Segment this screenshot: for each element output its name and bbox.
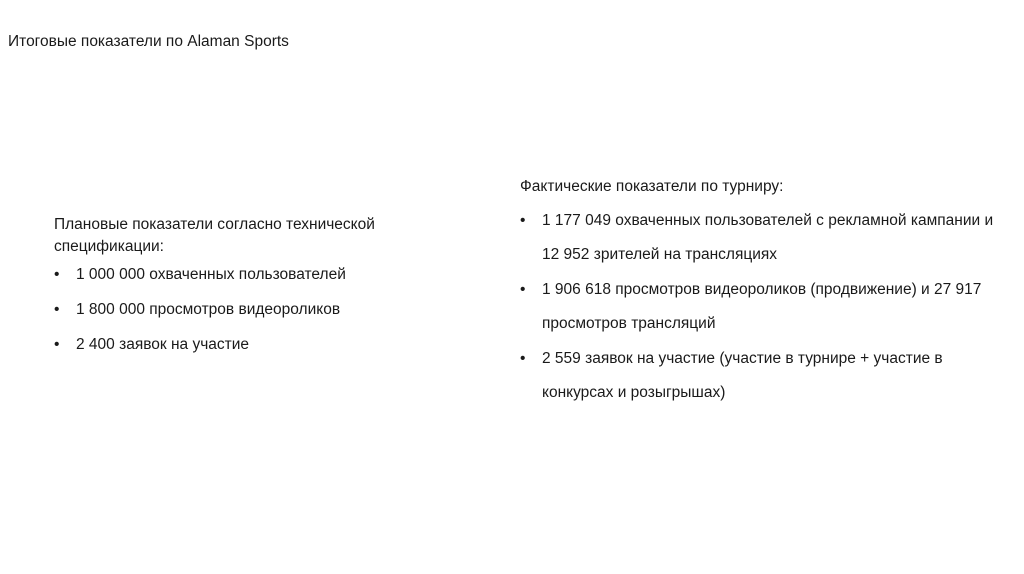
list-item-text: 1 800 000 просмотров видеороликов [76,301,341,318]
bullet-icon: • [520,281,526,298]
bullet-icon: • [520,212,526,229]
actual-list [520,204,1000,410]
planned-list [54,264,474,356]
list-item-text: 2 559 заявок на участие (участие в турнире + участие в конкурсах и розыгрышах) [542,350,943,401]
bullet-icon: • [520,350,526,367]
actual-heading: Фактические показатели по турниру: [520,178,784,195]
list-item-text: 2 400 заявок на участие [76,336,250,353]
list-item [54,334,474,356]
list-item [520,342,1000,410]
list-item-text: 1 000 000 охваченных пользователей [76,266,346,283]
planned-heading: Плановые показатели согласно технической спецификации: [54,216,375,255]
list-item [520,204,1000,272]
bullet-icon: • [54,301,60,318]
actual-section [520,176,1000,411]
list-item-text: 1 906 618 просмотров видеороликов (продвижение) и 27 917 просмотров трансляций [542,281,982,332]
list-item [54,299,474,321]
bullet-icon: • [54,336,60,353]
list-item [520,273,1000,341]
list-item [54,264,474,286]
planned-section [54,214,474,369]
list-item-text: 1 177 049 охваченных пользователей с рекламной кампании и 12 952 зрителей на трансляциях [542,212,994,263]
bullet-icon: • [54,266,60,283]
slide-title: Итоговые показатели по Alaman Sports [8,33,289,50]
